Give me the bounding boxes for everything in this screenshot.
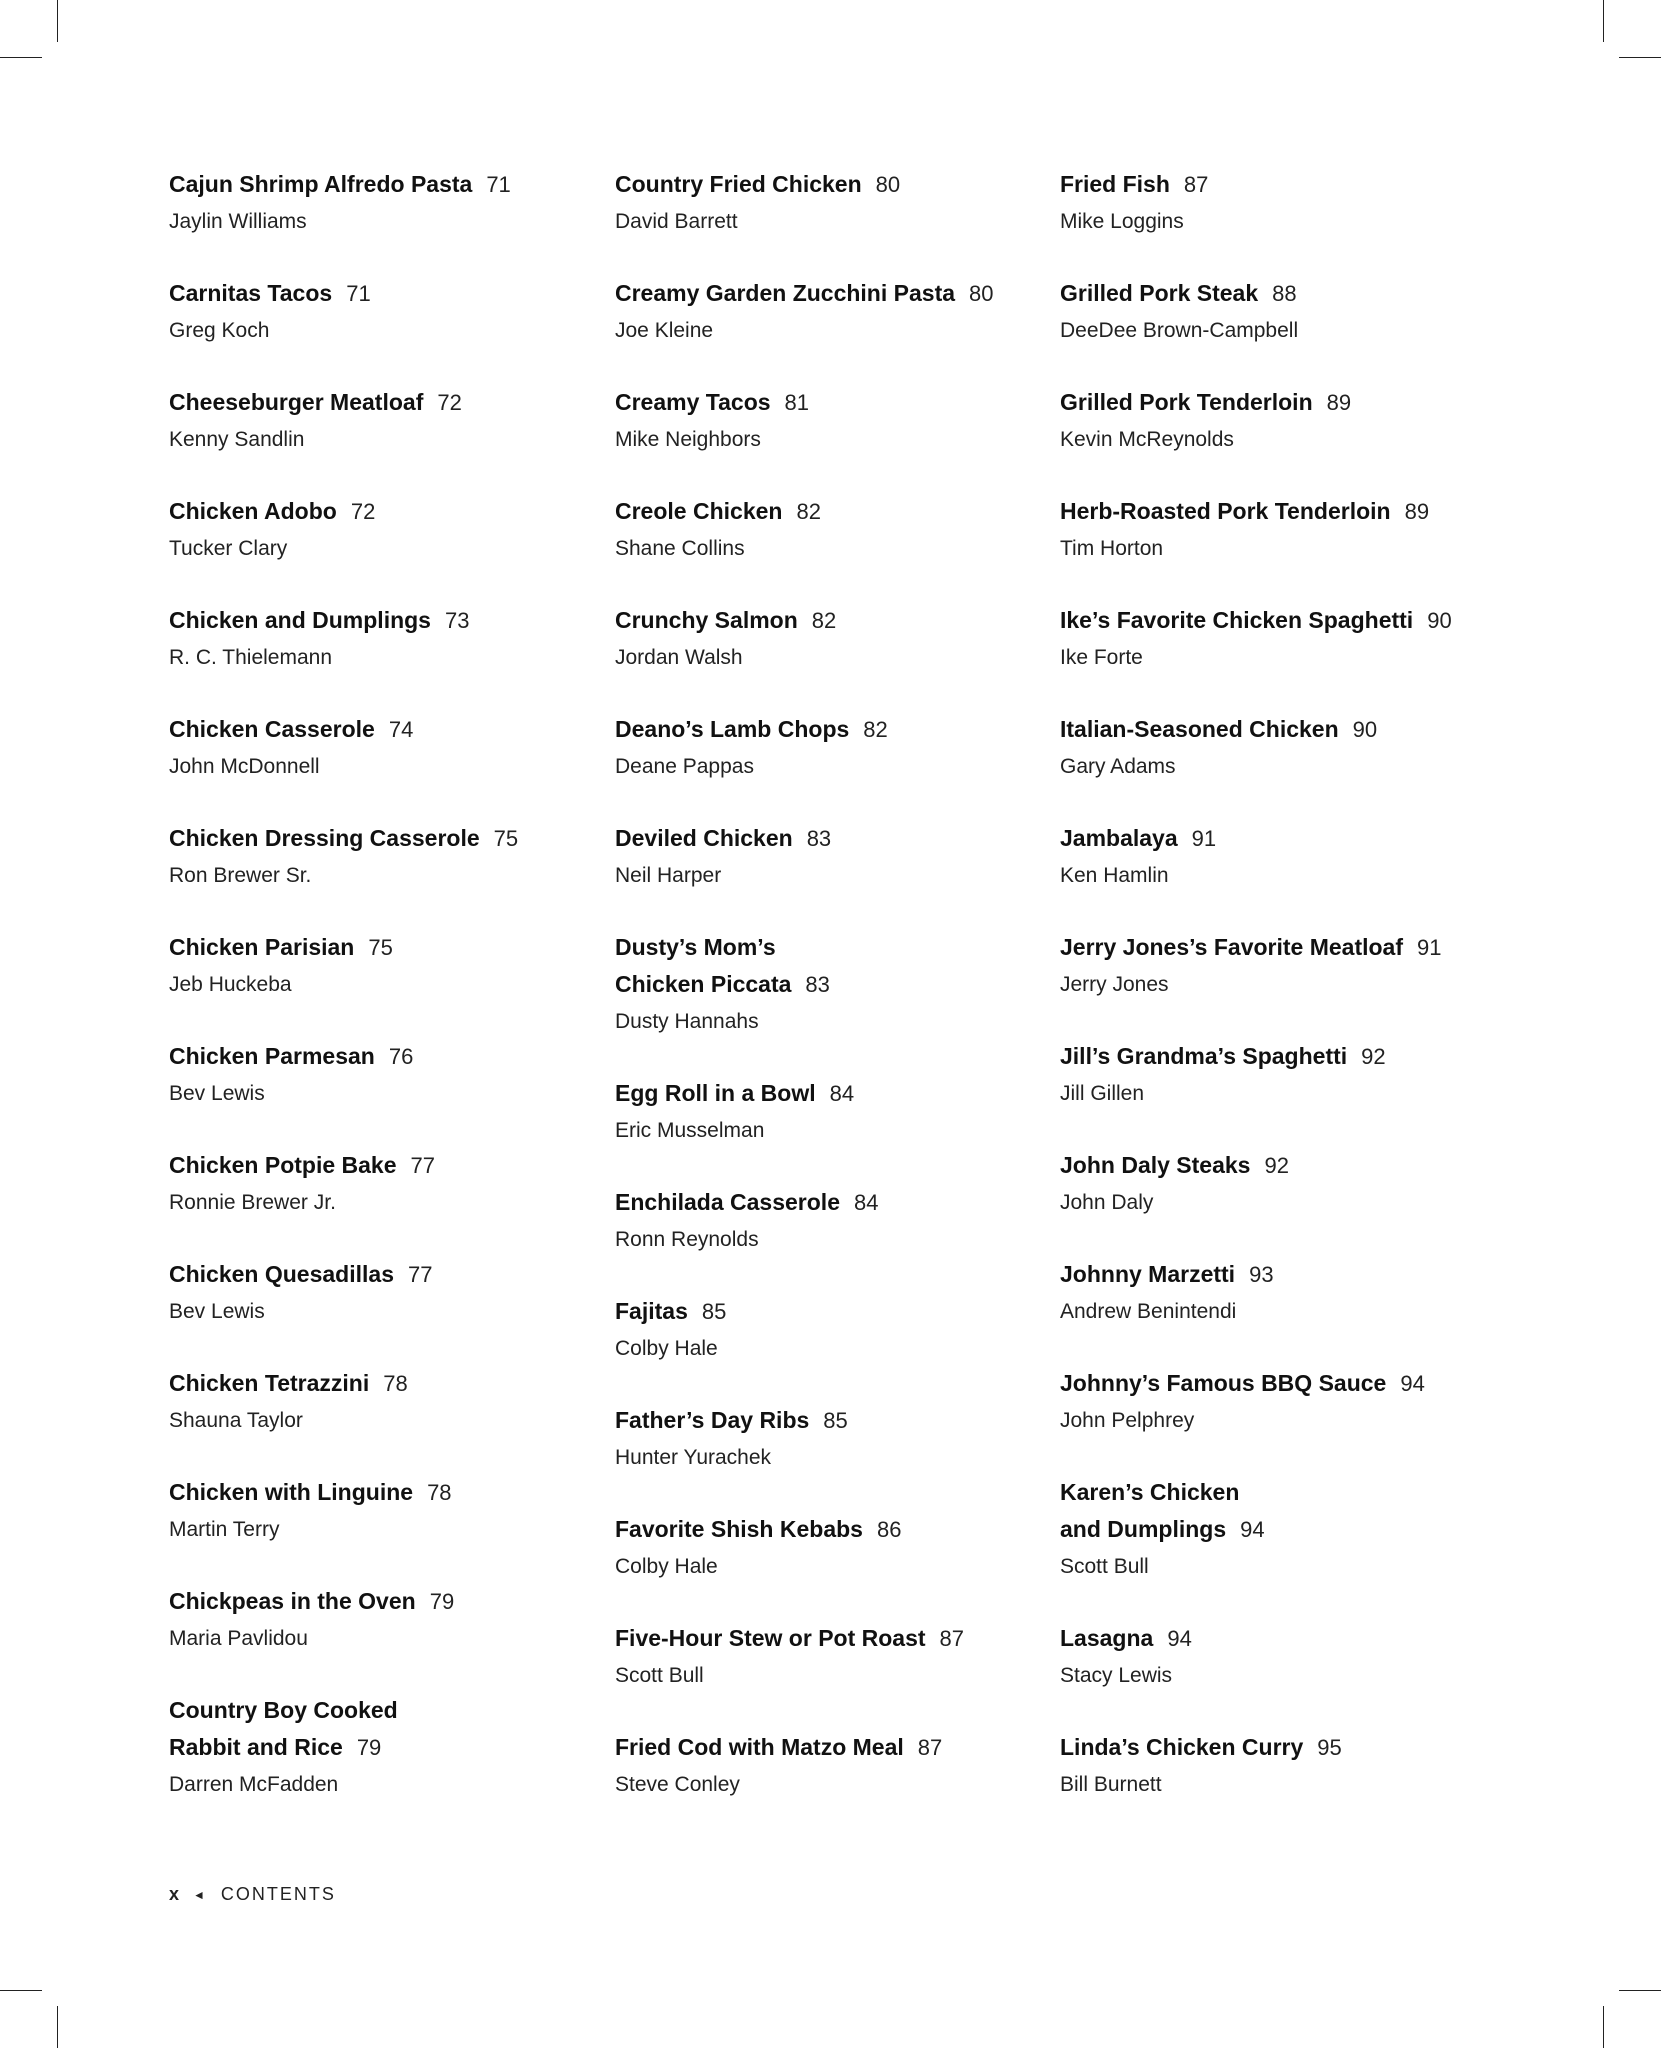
recipe-author: Eric Musselman [615,1119,765,1142]
recipe-title-text: Herb-Roasted Pork Tenderloin [1060,498,1391,524]
recipe-title [615,384,1045,421]
contents-entry [169,166,599,275]
recipe-title-line [615,1293,1045,1330]
recipe-title-text: Country Fried Chicken [615,171,862,197]
contents-column-2 [615,166,1045,1838]
recipe-title [1060,1729,1490,1766]
recipe-title-text: Creamy Tacos [615,389,771,415]
recipe-title-text: Chicken Tetrazzini [169,1370,370,1396]
contents-column-3 [1060,166,1490,1838]
page-number: 72 [437,390,462,415]
recipe-author: Shauna Taylor [169,1409,303,1432]
page-folio: x [169,1884,180,1904]
contents-entry [1060,1474,1490,1620]
recipe-title-line [615,1184,1045,1221]
recipe-author: Scott Bull [615,1664,704,1687]
page-number: 74 [388,717,414,742]
recipe-author: David Barrett [615,210,738,233]
recipe-title-text: Carnitas Tacos [169,280,333,306]
page-number: 86 [876,1517,902,1542]
recipe-author: John Daly [1060,1191,1154,1214]
recipe-title [169,1038,599,1075]
recipe-title-line [169,1365,599,1402]
recipe-title [169,602,599,639]
recipe-title [169,1692,599,1766]
contents-entry [169,493,599,602]
recipe-title-line [169,602,599,639]
page-number: 79 [429,1589,455,1614]
page-number: 77 [410,1153,436,1178]
contents-entry [1060,929,1490,1038]
recipe-title-line [1060,166,1490,203]
crop-mark [1603,0,1604,42]
recipe-title-text: Johnny’s Famous BBQ Sauce [1060,1370,1387,1396]
contents-entry [615,602,1045,711]
recipe-title-line [1060,1147,1490,1184]
recipe-title [615,493,1045,530]
recipe-title [1060,602,1490,639]
recipe-title-line [1060,820,1490,857]
recipe-title-text: Deviled Chicken [615,825,793,851]
recipe-author: Colby Hale [615,1337,718,1360]
recipe-title [615,1184,1045,1221]
recipe-title-text: Fried Cod with Matzo Meal [615,1734,904,1760]
recipe-title [615,166,1045,203]
crop-mark [57,0,58,42]
contents-entry [169,602,599,711]
recipe-title [169,1474,599,1511]
recipe-title-line [615,820,1045,857]
page-number: 82 [811,608,837,633]
recipe-title-line [615,1729,1045,1766]
page-footer [169,1884,336,1905]
page-number: 89 [1404,499,1430,524]
recipe-title-line [615,1511,1045,1548]
recipe-title [169,929,599,966]
page-number: 80 [969,281,994,306]
recipe-title [1060,1038,1490,1075]
contents-entry [615,384,1045,493]
recipe-author: Deane Pappas [615,755,754,778]
contents-entry [1060,493,1490,602]
recipe-author: John McDonnell [169,755,320,778]
recipe-title-text: Crunchy Salmon [615,607,798,633]
recipe-title-text: Linda’s Chicken Curry [1060,1734,1304,1760]
recipe-author: Jerry Jones [1060,973,1169,996]
page-number: 89 [1326,390,1352,415]
recipe-title-line [169,929,599,966]
page-number: 84 [854,1190,879,1215]
recipe-title-text: John Daly Steaks [1060,1152,1251,1178]
contents-entry [615,1620,1045,1729]
recipe-author: Jaylin Williams [169,210,307,233]
recipe-title-text: Father’s Day Ribs [615,1407,810,1433]
recipe-title-text: Favorite Shish Kebabs [615,1516,863,1542]
recipe-title [615,1075,1045,1112]
recipe-title [169,275,599,312]
recipe-title [1060,820,1490,857]
contents-entry [169,929,599,1038]
recipe-author: Ron Brewer Sr. [169,864,312,887]
recipe-title [1060,384,1490,421]
recipe-title-text: Cheeseburger Meatloaf [169,389,424,415]
recipe-title-text: Chicken with Linguine [169,1479,414,1505]
recipe-author: Steve Conley [615,1773,740,1796]
recipe-title-text: Lasagna [1060,1625,1154,1651]
contents-entry [615,275,1045,384]
recipe-title-line [615,966,1045,1003]
page-number: 71 [486,172,511,197]
page-number: 82 [796,499,821,524]
recipe-title-line [169,493,599,530]
contents-entry [1060,1620,1490,1729]
recipe-title-text: Chicken Dressing Casserole [169,825,480,851]
recipe-author: Bill Burnett [1060,1773,1162,1796]
page-number: 90 [1427,608,1452,633]
page-number: 77 [407,1262,433,1287]
recipe-title-text: Five-Hour Stew or Pot Roast [615,1625,926,1651]
contents-entry [169,1474,599,1583]
recipe-title [615,1511,1045,1548]
recipe-title-line [169,1147,599,1184]
recipe-title [169,493,599,530]
recipe-title-text: Fajitas [615,1298,688,1324]
recipe-title-line [1060,1474,1490,1511]
recipe-title-text: Jill’s Grandma’s Spaghetti [1060,1043,1348,1069]
recipe-author: Ronnie Brewer Jr. [169,1191,336,1214]
page-number: 85 [823,1408,848,1433]
recipe-title [169,1365,599,1402]
contents-entry [169,1147,599,1256]
recipe-author: DeeDee Brown-Campbell [1060,319,1299,342]
recipe-author: Gary Adams [1060,755,1176,778]
page-number: 87 [917,1735,943,1760]
recipe-author: Greg Koch [169,319,270,342]
crop-mark [57,2006,58,2048]
recipe-title-text: Ike’s Favorite Chicken Spaghetti [1060,607,1414,633]
recipe-title-line [615,1620,1045,1657]
recipe-title-line [169,275,599,312]
recipe-title-line [1060,1511,1490,1548]
recipe-title-line [1060,1256,1490,1293]
recipe-title-text: Grilled Pork Tenderloin [1060,389,1313,415]
recipe-title [169,1583,599,1620]
recipe-title-text: Karen’s Chicken [1060,1479,1240,1505]
recipe-title [1060,929,1490,966]
recipe-author: Tim Horton [1060,537,1164,560]
recipe-title-text: Egg Roll in a Bowl [615,1080,816,1106]
contents-entry [615,1075,1045,1184]
recipe-author: Colby Hale [615,1555,718,1578]
recipe-title-line [1060,493,1490,530]
recipe-title-text: Country Boy Cooked [169,1697,398,1723]
contents-entry [615,166,1045,275]
contents-entry [1060,820,1490,929]
contents-entry [1060,602,1490,711]
page-number: 81 [784,390,810,415]
crop-mark [1619,57,1661,58]
recipe-title-text: Jambalaya [1060,825,1178,851]
contents-entry [1060,1147,1490,1256]
contents-entry [169,384,599,493]
recipe-author: Hunter Yurachek [615,1446,772,1469]
contents-entry [169,1583,599,1692]
recipe-title [1060,493,1490,530]
recipe-title-text: Rabbit and Rice [169,1734,343,1760]
contents-entry [615,1729,1045,1838]
contents-entry [1060,1038,1490,1147]
page-number: 84 [829,1081,855,1106]
recipe-title-text: Chicken Potpie Bake [169,1152,397,1178]
recipe-author: Mike Neighbors [615,428,761,451]
recipe-title [615,820,1045,857]
contents-entry [615,1511,1045,1620]
contents-entry [169,1038,599,1147]
recipe-author: Shane Collins [615,537,745,560]
recipe-title-text: Jerry Jones’s Favorite Meatloaf [1060,934,1404,960]
recipe-author: Kenny Sandlin [169,428,305,451]
recipe-title-text: Chicken and Dumplings [169,607,431,633]
page-number: 71 [346,281,371,306]
contents-entry [615,929,1045,1075]
page-number: 94 [1240,1517,1265,1542]
page-number: 76 [388,1044,414,1069]
recipe-author: John Pelphrey [1060,1409,1195,1432]
recipe-title [615,602,1045,639]
recipe-author: Ronn Reynolds [615,1228,759,1251]
page-number: 78 [383,1371,408,1396]
recipe-title-text: and Dumplings [1060,1516,1227,1542]
page-number: 75 [493,826,519,851]
recipe-title [615,275,1045,312]
recipe-title-line [615,166,1045,203]
recipe-title [615,1729,1045,1766]
recipe-title [169,1256,599,1293]
contents-entry [1060,1365,1490,1474]
recipe-author: Jill Gillen [1060,1082,1145,1105]
recipe-title [169,1147,599,1184]
recipe-author: Joe Kleine [615,319,714,342]
page-number: 93 [1249,1262,1274,1287]
contents-entry [169,275,599,384]
contents-entry [169,1692,599,1838]
recipe-title-line [615,275,1045,312]
contents-entry [615,1402,1045,1511]
recipe-title-line [1060,384,1490,421]
page-number: 94 [1400,1371,1425,1396]
page-number: 79 [356,1735,382,1760]
recipe-title-text: Chicken Adobo [169,498,337,524]
recipe-title [1060,1365,1490,1402]
recipe-author: Mike Loggins [1060,210,1184,233]
recipe-title-line [169,1038,599,1075]
recipe-title [1060,166,1490,203]
recipe-title-line [615,602,1045,639]
page-number: 80 [875,172,901,197]
page-number: 83 [806,826,832,851]
contents-entry [1060,275,1490,384]
recipe-title-text: Chicken Piccata [615,971,792,997]
contents-entry [1060,1256,1490,1365]
page-number: 92 [1361,1044,1386,1069]
recipe-title [615,929,1045,1003]
recipe-author: Stacy Lewis [1060,1664,1173,1687]
page-number: 95 [1317,1735,1342,1760]
page-number: 90 [1352,717,1378,742]
recipe-title-line [615,493,1045,530]
recipe-title-line [169,1583,599,1620]
recipe-title-text: Cajun Shrimp Alfredo Pasta [169,171,473,197]
recipe-title-text: Creamy Garden Zucchini Pasta [615,280,956,306]
recipe-title [615,711,1045,748]
recipe-title-text: Chicken Quesadillas [169,1261,394,1287]
recipe-title-line [169,1474,599,1511]
recipe-title-text: Chicken Casserole [169,716,375,742]
recipe-author: Tucker Clary [169,537,288,560]
recipe-title [1060,711,1490,748]
recipe-title-line [1060,711,1490,748]
contents-entry [1060,166,1490,275]
recipe-title-line [169,1729,599,1766]
recipe-title [615,1620,1045,1657]
recipe-title-line [1060,602,1490,639]
recipe-title-line [1060,1365,1490,1402]
contents-entry [615,711,1045,820]
contents-entry [1060,384,1490,493]
recipe-title-line [169,1256,599,1293]
recipe-title-line [169,166,599,203]
recipe-title [615,1402,1045,1439]
recipe-title-line [169,820,599,857]
recipe-title-line [169,711,599,748]
recipe-author: Bev Lewis [169,1082,265,1105]
recipe-title-text: Chickpeas in the Oven [169,1588,416,1614]
contents-entry [169,711,599,820]
recipe-title-line [1060,1620,1490,1657]
recipe-title [169,166,599,203]
page-number: 88 [1272,281,1297,306]
recipe-title-text: Dusty’s Mom’s [615,934,776,960]
recipe-title-line [615,384,1045,421]
recipe-title [169,711,599,748]
page-number: 82 [863,717,888,742]
page-number: 87 [1183,172,1209,197]
recipe-title [1060,1256,1490,1293]
recipe-author: Maria Pavlidou [169,1627,308,1650]
recipe-title-line [615,711,1045,748]
recipe-title-text: Fried Fish [1060,171,1170,197]
running-footer-label: CONTENTS [220,1884,336,1904]
recipe-title-text: Italian-Seasoned Chicken [1060,716,1339,742]
recipe-title [1060,1147,1490,1184]
page-number: 75 [368,935,393,960]
recipe-author: Scott Bull [1060,1555,1149,1578]
page-number: 94 [1167,1626,1192,1651]
recipe-title [1060,1474,1490,1548]
recipe-title-line [1060,929,1490,966]
recipe-author: R. C. Thielemann [169,646,333,669]
recipe-author: Jordan Walsh [615,646,743,669]
recipe-title-line [1060,1729,1490,1766]
recipe-author: Jeb Huckeba [169,973,292,996]
page-number: 78 [427,1480,452,1505]
crop-mark [1619,1990,1661,1991]
crop-mark [0,57,42,58]
recipe-title-line [1060,275,1490,312]
recipe-author: Ike Forte [1060,646,1143,669]
contents-entry [615,1184,1045,1293]
contents-column-1 [169,166,599,1838]
page-number: 72 [350,499,376,524]
recipe-title-line [169,384,599,421]
page-number: 87 [939,1626,965,1651]
recipe-title-line [615,1402,1045,1439]
arrow-left-icon: ◄ [193,1887,207,1902]
recipe-author: Kevin McReynolds [1060,428,1234,451]
contents-entry [169,1365,599,1474]
recipe-title-text: Johnny Marzetti [1060,1261,1236,1287]
page-number: 92 [1264,1153,1289,1178]
recipe-title-text: Chicken Parisian [169,934,355,960]
recipe-author: Martin Terry [169,1518,280,1541]
crop-mark [0,1990,42,1991]
page-number: 85 [701,1299,727,1324]
contents-entry [615,1293,1045,1402]
recipe-title-text: Chicken Parmesan [169,1043,375,1069]
contents-entry [615,820,1045,929]
page-number: 91 [1191,826,1217,851]
contents-entry [169,1256,599,1365]
page-number: 83 [805,972,830,997]
recipe-author: Ken Hamlin [1060,864,1169,887]
contents-entry [1060,711,1490,820]
page-number: 91 [1417,935,1442,960]
recipe-title-line [169,1692,599,1729]
page-number: 73 [444,608,470,633]
recipe-title-text: Enchilada Casserole [615,1189,840,1215]
contents-entry [169,820,599,929]
recipe-title-text: Creole Chicken [615,498,783,524]
recipe-title-line [615,929,1045,966]
contents-entry [1060,1729,1490,1838]
recipe-title [1060,275,1490,312]
recipe-title-text: Grilled Pork Steak [1060,280,1259,306]
recipe-author: Dusty Hannahs [615,1010,759,1033]
contents-entry [615,493,1045,602]
recipe-title [169,820,599,857]
recipe-title-text: Deano’s Lamb Chops [615,716,850,742]
recipe-author: Neil Harper [615,864,722,887]
crop-mark [1603,2006,1604,2048]
recipe-title [169,384,599,421]
recipe-title [1060,1620,1490,1657]
recipe-author: Darren McFadden [169,1773,339,1796]
recipe-title [615,1293,1045,1330]
recipe-author: Bev Lewis [169,1300,265,1323]
recipe-author: Andrew Benintendi [1060,1300,1237,1323]
recipe-title-line [1060,1038,1490,1075]
recipe-title-line [615,1075,1045,1112]
